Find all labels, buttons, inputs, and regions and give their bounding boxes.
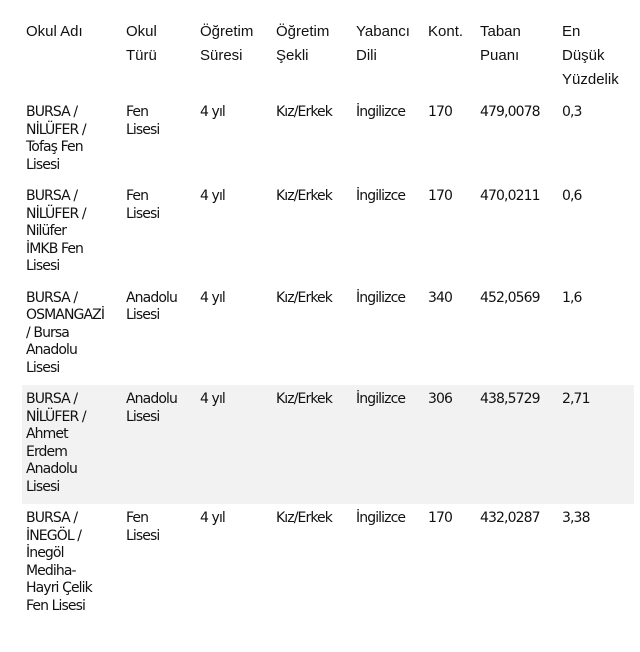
- school-type-cell-line: Lisesi: [126, 121, 160, 138]
- percentile-cell: 1,6: [562, 289, 582, 306]
- base-score-cell: 479,0078: [480, 104, 540, 120]
- school-name-cell-line: NİLÜFER /: [26, 205, 86, 222]
- header-line: Yüzdelik: [562, 71, 619, 88]
- language-cell: İngilizce: [356, 188, 406, 204]
- percentile-cell: 0,3: [562, 104, 582, 120]
- duration-cell: 4 yıl: [200, 188, 225, 204]
- quota-cell: 340: [428, 289, 453, 306]
- header-line: Dili: [356, 47, 377, 64]
- school-name-cell-line: Nilüfer: [26, 223, 67, 239]
- school-name-cell-line: OSMANGAZİ: [26, 307, 105, 323]
- school-name-cell: [22, 504, 122, 623]
- school-name-cell: [22, 385, 122, 504]
- education-form-cell: Kız/Erkek: [276, 188, 332, 204]
- school-name-cell-line: BURSA /: [26, 104, 78, 120]
- percentile-cell: 3,38: [562, 510, 590, 526]
- school-name-cell-line: Hayri Çelik: [26, 580, 92, 596]
- school-name-cell-line: İnegöl: [26, 545, 64, 561]
- school-type-cell-line: Fen: [126, 510, 149, 526]
- school-name-cell: [22, 284, 122, 386]
- language-cell: İngilizce: [356, 104, 406, 120]
- language-cell: İngilizce: [356, 510, 406, 526]
- table-row: [22, 98, 634, 182]
- education-form-cell: Kız/Erkek: [276, 289, 332, 306]
- header-line: Öğretim: [200, 23, 254, 40]
- school-name-cell-line: Mediha-: [26, 562, 76, 579]
- duration-cell: 4 yıl: [196, 385, 272, 504]
- base-score-cell: 432,0287: [480, 510, 540, 526]
- education-form-cell: Kız/Erkek: [272, 385, 352, 504]
- school-name-cell-line: BURSA /: [26, 391, 78, 407]
- language-cell: İngilizce: [352, 385, 424, 504]
- school-name-cell-line: Erdem: [26, 443, 67, 460]
- column-header-school-name[interactable]: [22, 14, 122, 98]
- quota-cell: 170: [428, 510, 453, 526]
- header-line: Puanı: [480, 47, 520, 64]
- header-line: Öğretim: [276, 23, 330, 40]
- duration-cell: 4 yıl: [200, 289, 225, 306]
- column-header-base-score[interactable]: [476, 14, 558, 98]
- school-type-cell: [122, 98, 196, 182]
- column-header-education-duration[interactable]: [196, 14, 272, 98]
- column-header-foreign-language[interactable]: [352, 14, 424, 98]
- school-name-cell: [22, 182, 122, 284]
- school-type-cell: [122, 385, 196, 504]
- school-name-cell-line: Ahmet: [26, 426, 68, 442]
- school-name-cell-line: Lisesi: [26, 359, 60, 376]
- header-line: Yabancı: [356, 23, 410, 40]
- column-header-education-form[interactable]: [272, 14, 352, 98]
- school-type-cell-line: Fen: [126, 104, 149, 120]
- language-cell: İngilizce: [356, 289, 406, 306]
- school-name-cell-line: BURSA /: [26, 188, 78, 204]
- duration-cell: 4 yıl: [200, 510, 225, 526]
- school-name-cell-line: NİLÜFER /: [26, 408, 86, 425]
- base-score-cell: 452,0569: [480, 289, 540, 306]
- column-header-lowest-percentile[interactable]: [558, 14, 634, 98]
- percentile-cell: 2,71: [558, 385, 634, 504]
- header-line: Süresi: [200, 47, 243, 64]
- school-results-table: [22, 14, 634, 623]
- school-name-cell: [22, 98, 122, 182]
- school-name-cell-line: Lisesi: [26, 478, 60, 495]
- header-line: Türü: [126, 47, 157, 64]
- education-form-cell: Kız/Erkek: [276, 510, 332, 526]
- school-type-cell: [122, 284, 196, 386]
- school-name-cell-line: Lisesi: [26, 258, 60, 274]
- school-type-cell-line: Anadolu: [126, 289, 177, 306]
- school-type-cell: [122, 182, 196, 284]
- school-type-cell: [122, 504, 196, 623]
- header-line: Düşük: [562, 47, 605, 64]
- quota-cell: 306: [424, 385, 476, 504]
- school-name-cell-line: BURSA /: [26, 510, 78, 526]
- school-type-cell-line: Lisesi: [126, 307, 160, 323]
- school-name-cell-line: Tofaş Fen: [26, 139, 83, 155]
- percentile-cell: 0,6: [562, 188, 582, 204]
- column-header-school-type[interactable]: [122, 14, 196, 98]
- school-name-cell-line: Lisesi: [26, 156, 60, 173]
- base-score-cell: 438,5729: [476, 385, 558, 504]
- table-row: [22, 182, 634, 284]
- table-row: [22, 504, 634, 623]
- duration-cell: 4 yıl: [200, 104, 225, 120]
- header-line: Okul: [126, 23, 157, 40]
- school-name-cell-line: İMKB Fen: [26, 240, 84, 257]
- header-line: Şekli: [276, 47, 309, 64]
- school-name-cell-line: NİLÜFER /: [26, 121, 86, 138]
- quota-cell: 170: [428, 188, 453, 204]
- school-name-cell-line: İNEGÖL /: [26, 527, 82, 544]
- quota-cell: 170: [428, 104, 453, 120]
- table-row: [22, 284, 634, 386]
- header-line: Taban: [480, 23, 521, 40]
- base-score-cell: 470,0211: [480, 188, 540, 204]
- header-line: Kont.: [428, 23, 464, 40]
- school-name-cell-line: Anadolu: [26, 342, 77, 358]
- school-name-cell-line: Fen Lisesi: [26, 597, 86, 614]
- education-form-cell: Kız/Erkek: [276, 104, 332, 120]
- table-header-row: [22, 14, 634, 98]
- school-type-cell-line: Lisesi: [126, 527, 160, 544]
- school-type-cell-line: Lisesi: [126, 205, 160, 222]
- header-line: Okul Adı: [26, 23, 83, 40]
- school-type-cell-line: Fen: [126, 188, 149, 204]
- school-type-cell-line: Lisesi: [126, 408, 160, 425]
- table-row: [22, 385, 634, 504]
- header-line: En: [562, 23, 581, 40]
- school-name-cell-line: BURSA /: [26, 289, 78, 306]
- school-name-cell-line: / Bursa: [26, 324, 69, 341]
- table-body: [22, 98, 634, 623]
- school-type-cell-line: Anadolu: [126, 391, 177, 407]
- school-name-cell-line: Anadolu: [26, 461, 77, 477]
- column-header-quota[interactable]: [424, 14, 476, 98]
